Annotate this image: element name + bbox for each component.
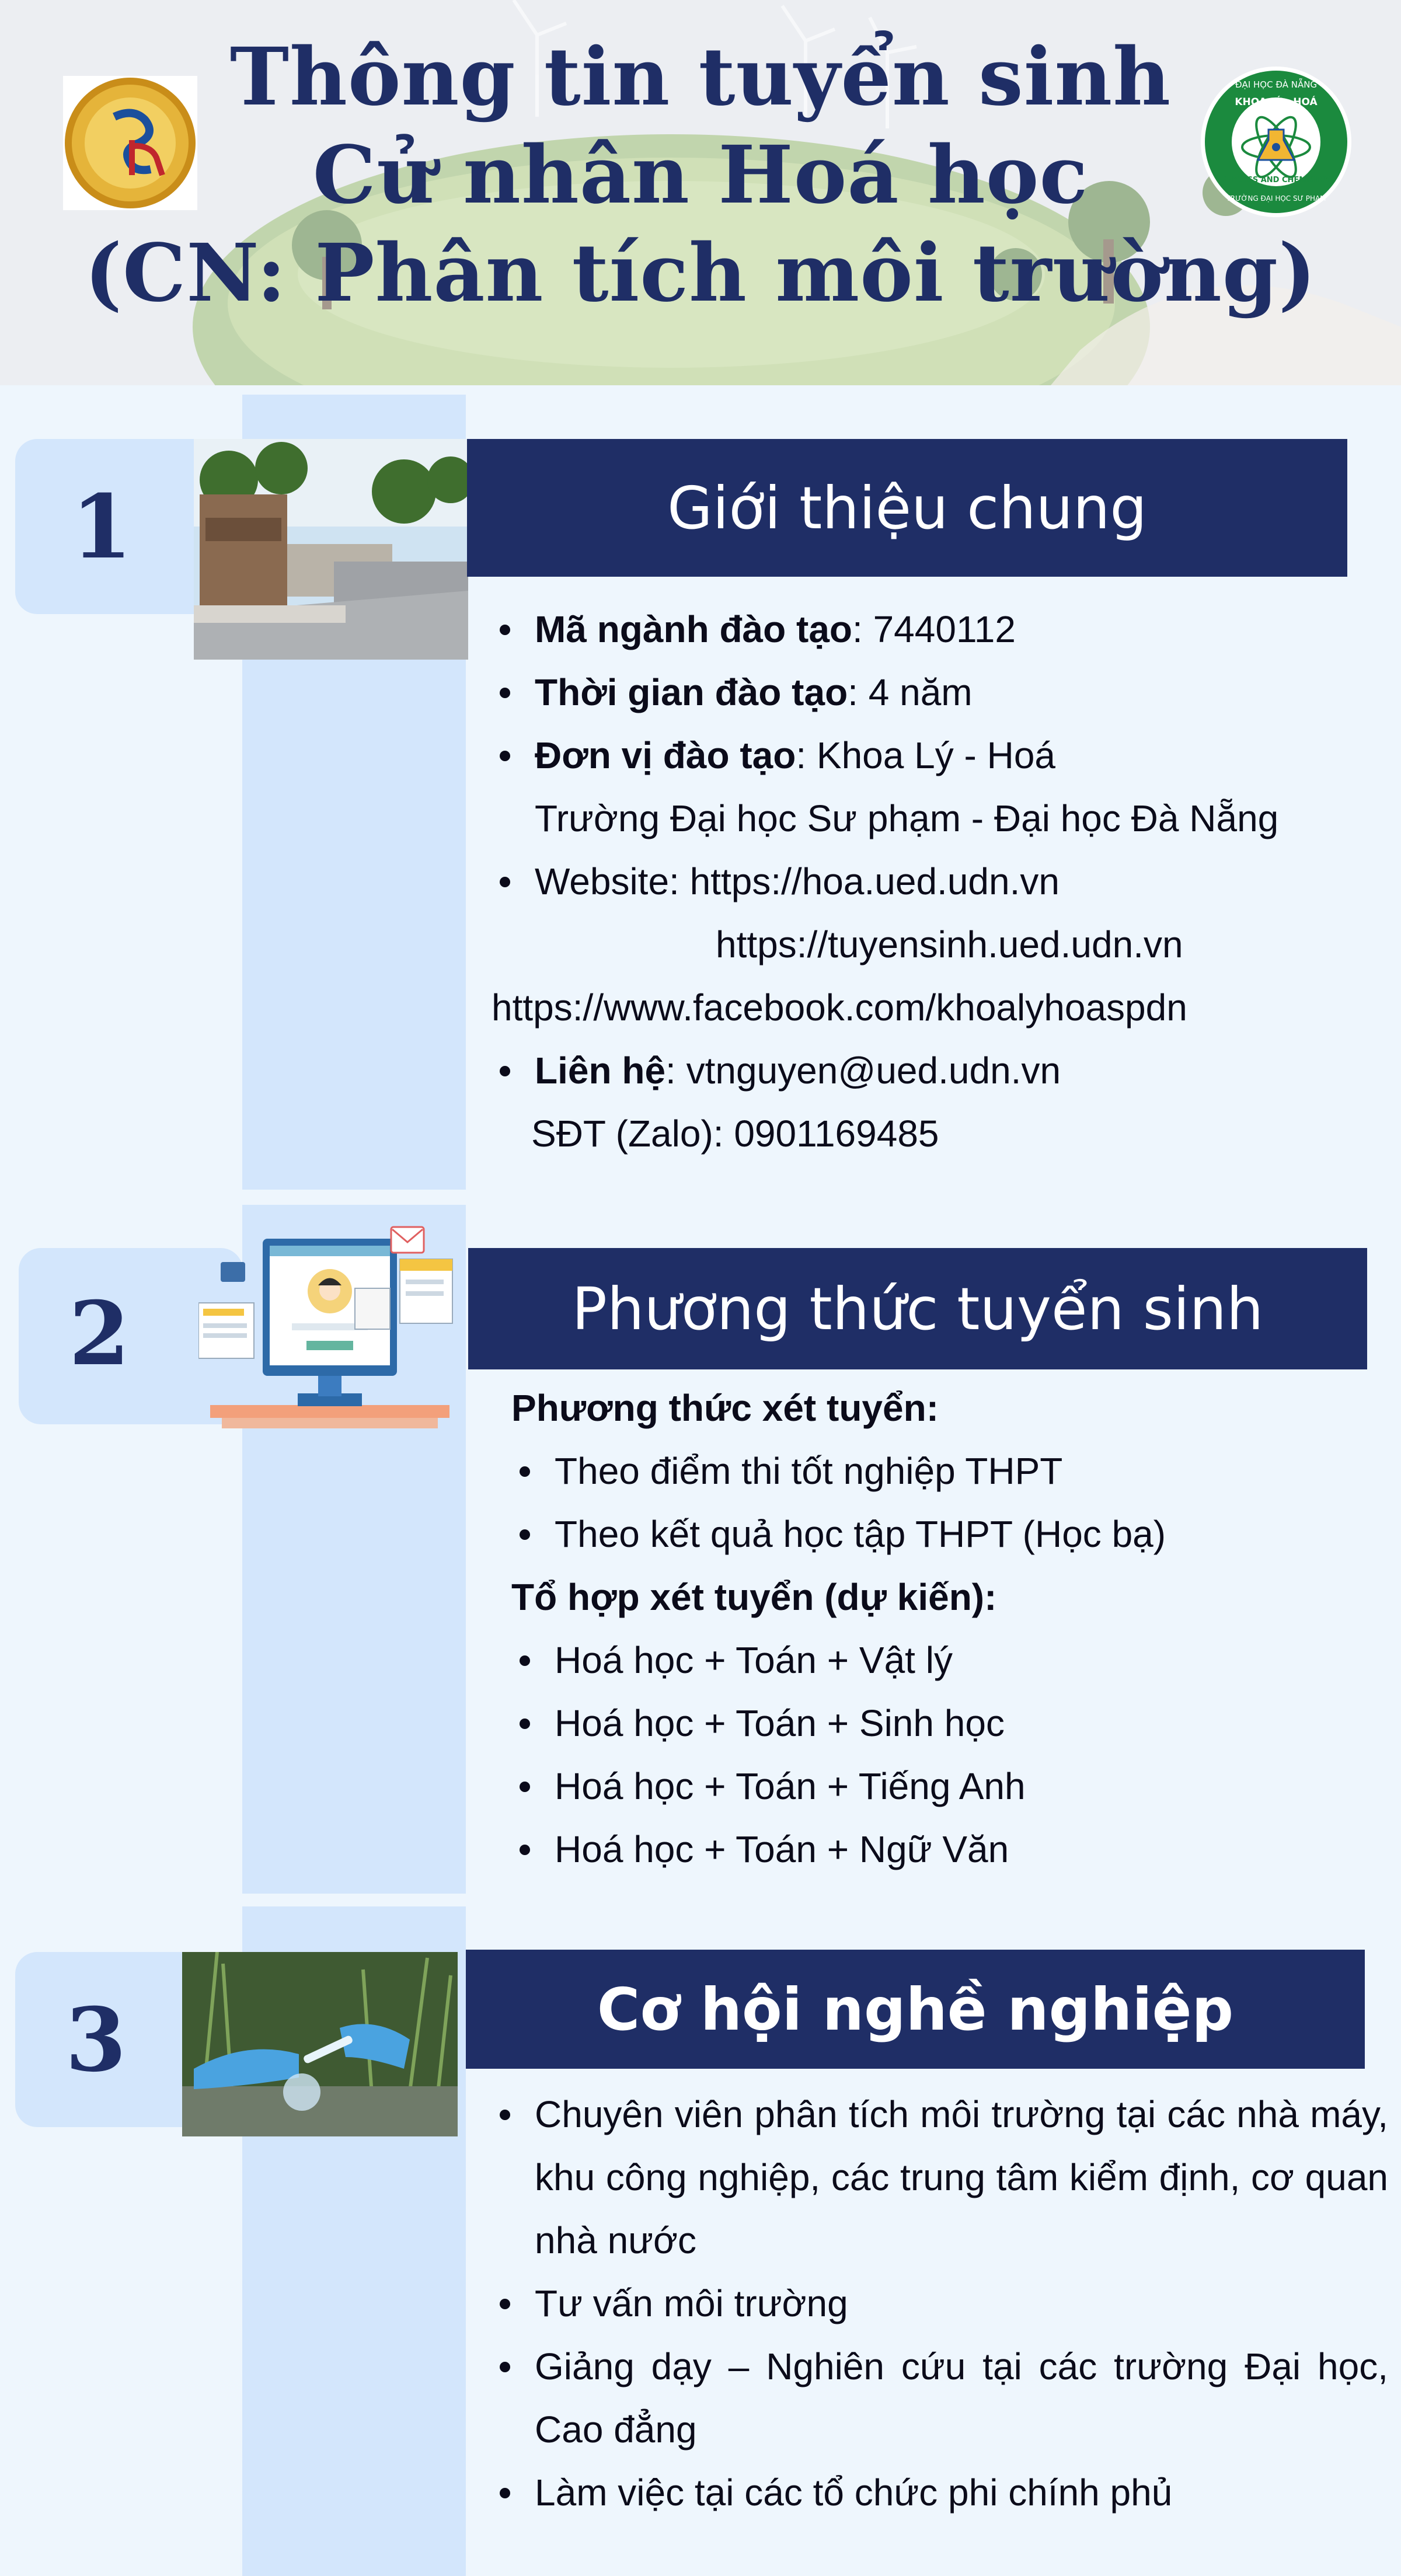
section-1-title: Giới thiệu chung [667,473,1147,542]
faculty-logo [1200,65,1353,218]
header-banner [0,0,1401,385]
program-code-value: : 7440112 [852,608,1016,650]
combo-item: Hoá học + Toán + Vật lý [511,1629,1375,1692]
duration-value: : 4 năm [848,671,973,713]
section-1-number: 1 [71,476,133,578]
program-code-item [492,598,1379,661]
logo-top-text: ĐẠI HỌC ĐÀ NẴNG [1235,79,1318,90]
unit-item [492,724,1379,787]
career-item: Giảng dạy – Nghiên cứu tại các trường Đại học, Cao đẳng [492,2335,1388,2461]
unit-line-2: Trường Đại học Sư phạm - Đại học Đà Nẵng [535,797,1279,839]
contact-phone: SĐT (Zalo): 0901169485 [531,1113,939,1155]
section-1-title-banner [467,439,1347,577]
duration-label: Thời gian đào tạo [535,671,848,713]
page-title [0,28,1401,322]
contact-item [492,1039,1379,1102]
section-2-illustration-online-application [198,1204,460,1444]
duration-item [492,661,1379,724]
section-3-photo-water-sampling [182,1952,458,2136]
career-item: Tư vấn môi trường [492,2272,1388,2335]
website-link-facebook[interactable]: https://www.facebook.com/khoalyhoaspdn [492,987,1187,1029]
section-2-admission-list [511,1376,1375,1881]
methods-heading: Phương thức xét tuyển: [511,1387,939,1429]
combos-heading: Tổ hợp xét tuyển (dự kiến): [511,1576,997,1618]
section-3-title-banner [466,1950,1365,2069]
contact-email[interactable]: : vtnguyen@ued.udn.vn [665,1050,1061,1092]
logo-ring-text: PHYSICS AND CHEMISTRY [1221,176,1331,184]
career-item: Chuyên viên phân tích môi trường tại các nhà máy, khu công nghiệp, các trung tâm kiểm định, cơ quan nhà nước [492,2083,1388,2272]
method-item: Theo kết quả học tập THPT (Học bạ) [511,1503,1375,1566]
title-line-1: Thông tin tuyển sinh [229,30,1172,124]
career-item: Làm việc tại các tổ chức phi chính phủ [492,2461,1388,2524]
program-code-label: Mã ngành đào tạo [535,608,852,650]
combo-item: Hoá học + Toán + Tiếng Anh [511,1755,1375,1818]
combo-item: Hoá học + Toán + Sinh học [511,1692,1375,1755]
unit-label: Đơn vị đào tạo [535,734,796,776]
section-3-title: Cơ hội nghề nghiệp [597,1975,1234,2044]
unit-value: : Khoa Lý - Hoá [796,734,1055,776]
section-1-photo-campus [194,439,468,660]
logo-mid-text: KHOA LÝ - HOÁ [1235,96,1318,108]
method-item: Theo điểm thi tốt nghiệp THPT [511,1439,1375,1503]
section-2-title: Phương thức tuyển sinh [571,1274,1264,1343]
section-3-career-list [492,2083,1388,2524]
contact-label: Liên hệ [535,1050,666,1092]
combo-item: Hoá học + Toán + Ngữ Văn [511,1818,1375,1881]
website-link-admissions[interactable]: https://tuyensinh.ued.udn.vn [716,923,1183,965]
website-item[interactable]: Website: https://hoa.ued.udn.vn [492,850,1379,913]
logo-bottom-text: TRƯỜNG ĐẠI HỌC SƯ PHẠM [1226,194,1326,203]
section-2-number: 2 [69,1282,130,1385]
title-line-2: Cử nhân Hoá học [312,128,1089,222]
section-1-info-list [492,598,1379,1165]
title-line-3: (CN: Phân tích môi trường) [84,226,1317,320]
section-3-number: 3 [65,1989,127,2092]
section-2-title-banner [468,1248,1367,1369]
